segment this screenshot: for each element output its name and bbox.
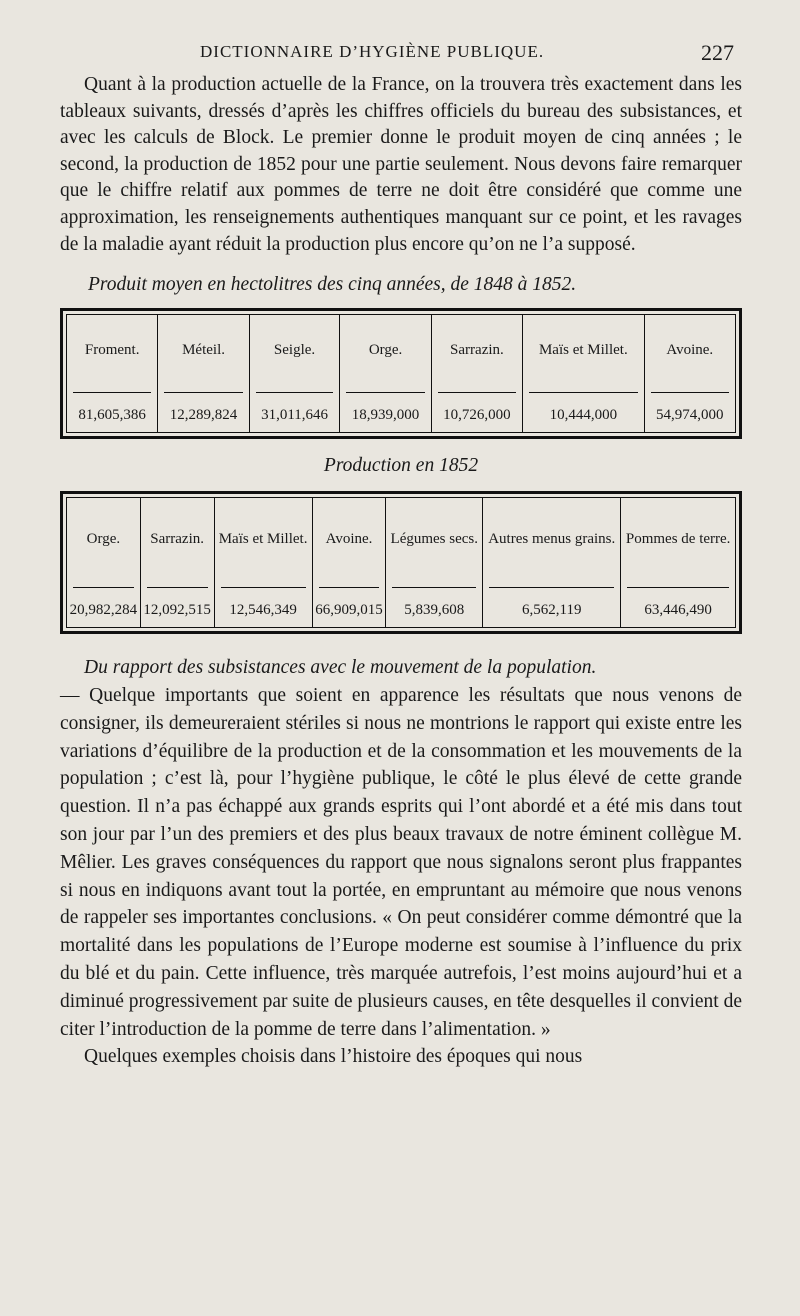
table1-rule-cell [340, 385, 431, 399]
table2-column-header: Avoine. [312, 498, 386, 581]
table1-column-header: Orge. [340, 315, 431, 386]
table1-grid [66, 314, 736, 433]
table1-value-row [67, 399, 736, 433]
table1-caption: Produit moyen en hectolitres des cinq années, de 1848 à 1852. [88, 274, 577, 296]
table2-header-row [67, 498, 736, 581]
table2-value-cell: 66,909,015 [312, 594, 386, 628]
table1-value-cell: 18,939,000 [340, 399, 431, 433]
table1-rule-cell [644, 385, 735, 399]
table1-column-header: Froment. [67, 315, 158, 386]
table2-value-cell: 6,562,119 [483, 594, 621, 628]
table2-rule-cell [312, 580, 386, 594]
intro-paragraph: Quant à la production actuelle de la France, on la trouvera très exactement dans les tableaux suivants, dressés d’après les chiffres officiels du bureau des subsistances, et avec les calculs de Block. Le premier donne le produit moyen de cinq années ; le second, la production de 1852 pour une partie seulement. Nous devons faire remarquer que le chiffre relatif aux pommes de terre ne doit être considéré que comme une approximation, les renseignements authentiques manquant sur ce point, et les ravages de la maladie ayant réduit la production plus encore qu’on ne l’a supposé. [60, 74, 742, 255]
table2-rule-cell [621, 580, 736, 594]
table2-column-header: Sarrazin. [140, 498, 214, 581]
table2-value-cell: 20,982,284 [67, 594, 141, 628]
table2-value-row [67, 594, 736, 628]
table2-grid [66, 497, 736, 628]
table2-column-header: Pommes de terre. [621, 498, 736, 581]
section-title: Du rapport des subsistances avec le mouvement de la population. [84, 657, 597, 679]
table2-separator-row [67, 580, 736, 594]
table1-header-row [67, 315, 736, 386]
table2-value-cell: 12,092,515 [140, 594, 214, 628]
table2-caption: Production en 1852 [323, 455, 479, 477]
table1-value-cell: 81,605,386 [67, 399, 158, 433]
table2-column-header: Autres menus grains. [483, 498, 621, 581]
table1-value-cell: 10,726,000 [431, 399, 522, 433]
running-head: DICTIONNAIRE D’HYGIÈNE PUBLIQUE. [200, 42, 545, 61]
table1-rule-cell [67, 385, 158, 399]
table1-rule-cell [158, 385, 249, 399]
table2-rule-cell [214, 580, 312, 594]
table2-value-cell: 63,446,490 [621, 594, 736, 628]
table2-rule-cell [67, 580, 141, 594]
table2-column-header: Légumes secs. [386, 498, 483, 581]
table2-value-cell: 5,839,608 [386, 594, 483, 628]
section-body [60, 654, 742, 1071]
table2-column-header: Orge. [67, 498, 141, 581]
section-paragraph-2: Quelques exemples choisis dans l’histoire des époques qui nous [84, 1046, 583, 1068]
table2-rule-cell [140, 580, 214, 594]
page-header [60, 38, 742, 72]
table1-value-cell: 31,011,646 [249, 399, 340, 433]
table1-rule-cell [431, 385, 522, 399]
table1-separator-row [67, 385, 736, 399]
table1-value-cell: 10,444,000 [523, 399, 645, 433]
table2-rule-cell [483, 580, 621, 594]
production-1852-table [60, 491, 742, 634]
table2-column-header: Maïs et Millet. [214, 498, 312, 581]
table1-rule-cell [249, 385, 340, 399]
table1-column-header: Seigle. [249, 315, 340, 386]
table1-value-cell: 12,289,824 [158, 399, 249, 433]
page-number: 227 [701, 40, 734, 65]
table1-column-header: Sarrazin. [431, 315, 522, 386]
production-average-table [60, 308, 742, 439]
table1-column-header: Maïs et Millet. [523, 315, 645, 386]
table2-rule-cell [386, 580, 483, 594]
table1-rule-cell [523, 385, 645, 399]
table1-column-header: Méteil. [158, 315, 249, 386]
table1-value-cell: 54,974,000 [644, 399, 735, 433]
table2-value-cell: 12,546,349 [214, 594, 312, 628]
section-paragraph-1: — Quelque importants que soient en apparence les résultats que nous venons de consigner, ils demeureraient stériles si nous ne montrions le rapport qui existe entre les variations d’équilibre de la production et de la consommation et les mouvements de la population ; c’est là, pour l’hygiène publique, le côté le plus élevé de cette grande question. Il n’a pas échappé aux grands esprits qui l’ont abordé et a été mis dans tout son jour par l’un des premiers et des plus beaux travaux de notre éminent collègue M. Mêlier. Les graves conséquences du rapport que nous signalons seront plus frappantes si nous en indiquons avant tout la portée, en empruntant au mémoire que nous venons de rappeler ses importantes conclusions. « On peut considérer comme démontré que la mortalité dans les populations de l’Europe moderne est soumise à l’influence du prix du blé et du pain. Cette influence, très marquée autrefois, l’est moins aujourd’hui et a diminué progressivement par suite de plusieurs causes, en tête desquelles il convient de citer l’introduction de la pomme de terre dans l’alimentation. » [60, 684, 742, 1040]
table1-column-header: Avoine. [644, 315, 735, 386]
